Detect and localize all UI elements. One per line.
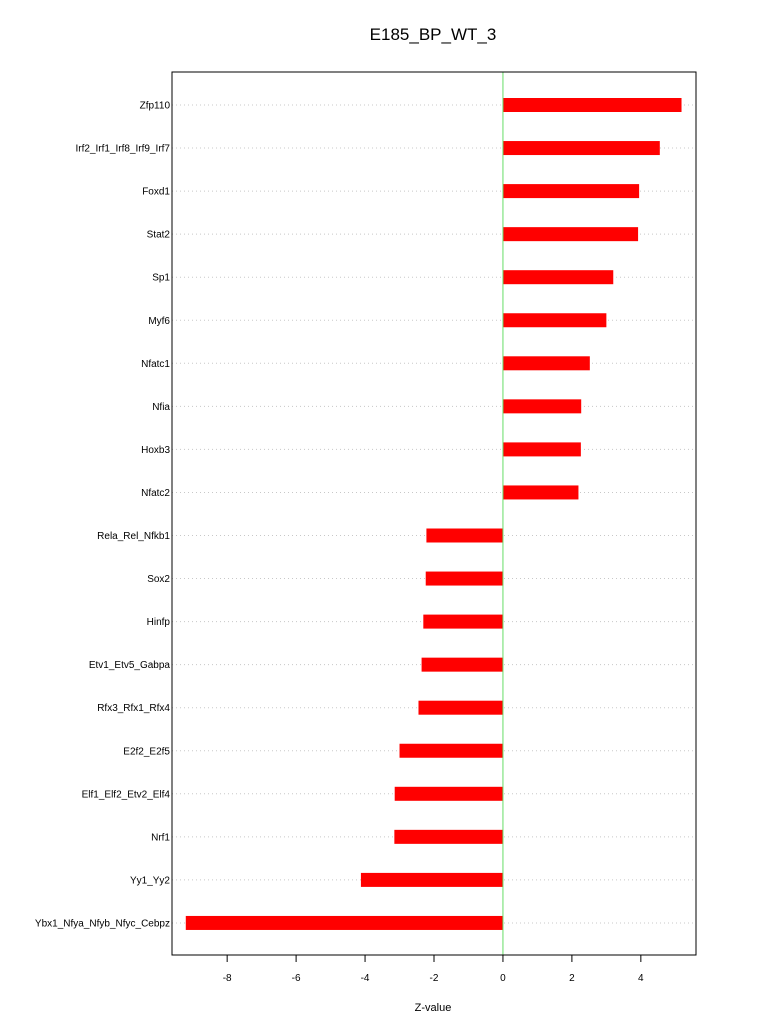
x-tick-label: 2 [569, 973, 575, 984]
y-tick-label: Etv1_Etv5_Gabpa [88, 660, 170, 672]
y-tick-label: Yy1_Yy2 [129, 875, 170, 887]
x-axis [223, 955, 644, 984]
bar [503, 227, 638, 241]
y-tick-label: E2f2_E2f5 [123, 746, 170, 758]
bar [395, 787, 503, 801]
bar [394, 830, 503, 844]
bar [426, 572, 503, 586]
y-tick-label: Hoxb3 [141, 444, 170, 456]
y-tick-label: Nfatc2 [141, 487, 170, 499]
y-tick-label: Sp1 [152, 272, 170, 284]
bar [422, 658, 503, 672]
y-tick-label: Nrf1 [151, 832, 170, 844]
bar [503, 442, 581, 456]
y-tick-label: Ybx1_Nfya_Nfyb_Nfyc_Cebpz [34, 918, 170, 930]
y-tick-label: Nfia [152, 401, 170, 413]
x-tick-label: -4 [360, 973, 370, 984]
y-tick-label: Myf6 [148, 315, 170, 327]
plot-frame [172, 72, 696, 955]
y-tick-label: Sox2 [147, 574, 170, 586]
bar [503, 184, 639, 198]
bar [400, 744, 503, 758]
x-tick-label: -2 [429, 973, 439, 984]
y-tick-label: Zfp110 [139, 100, 170, 112]
bar [503, 141, 660, 155]
bar [503, 485, 578, 499]
bar [418, 701, 502, 715]
bar [361, 873, 503, 887]
bar [503, 270, 613, 284]
chart-title: E185_BP_WT_3 [369, 25, 497, 44]
y-tick-label: Rfx3_Rfx1_Rfx4 [97, 703, 170, 715]
x-tick-label: -6 [291, 973, 301, 984]
y-tick-label: Rela_Rel_Nfkb1 [97, 531, 170, 542]
x-tick-label: 0 [500, 973, 506, 984]
y-tick-label: Elf1_Elf2_Etv2_Elf4 [81, 789, 170, 801]
bar [186, 916, 503, 930]
y-tick-label: Foxd1 [142, 186, 170, 198]
y-tick-labels [35, 101, 171, 930]
y-tick-label: Nfatc1 [141, 358, 170, 370]
bar [503, 313, 606, 327]
bar-layer [186, 98, 682, 930]
bar [503, 399, 581, 413]
y-tick-label: Stat2 [146, 229, 170, 241]
y-tick-label: Irf2_Irf1_Irf8_Irf9_Irf7 [75, 143, 170, 155]
y-tick-label: Hinfp [146, 617, 170, 629]
bar [503, 98, 682, 112]
bar [426, 529, 503, 543]
x-tick-label: 4 [638, 973, 644, 984]
bar [423, 615, 503, 629]
x-tick-label: -8 [222, 973, 232, 984]
bar [503, 356, 590, 370]
x-axis-title: Z-value [414, 1002, 452, 1014]
